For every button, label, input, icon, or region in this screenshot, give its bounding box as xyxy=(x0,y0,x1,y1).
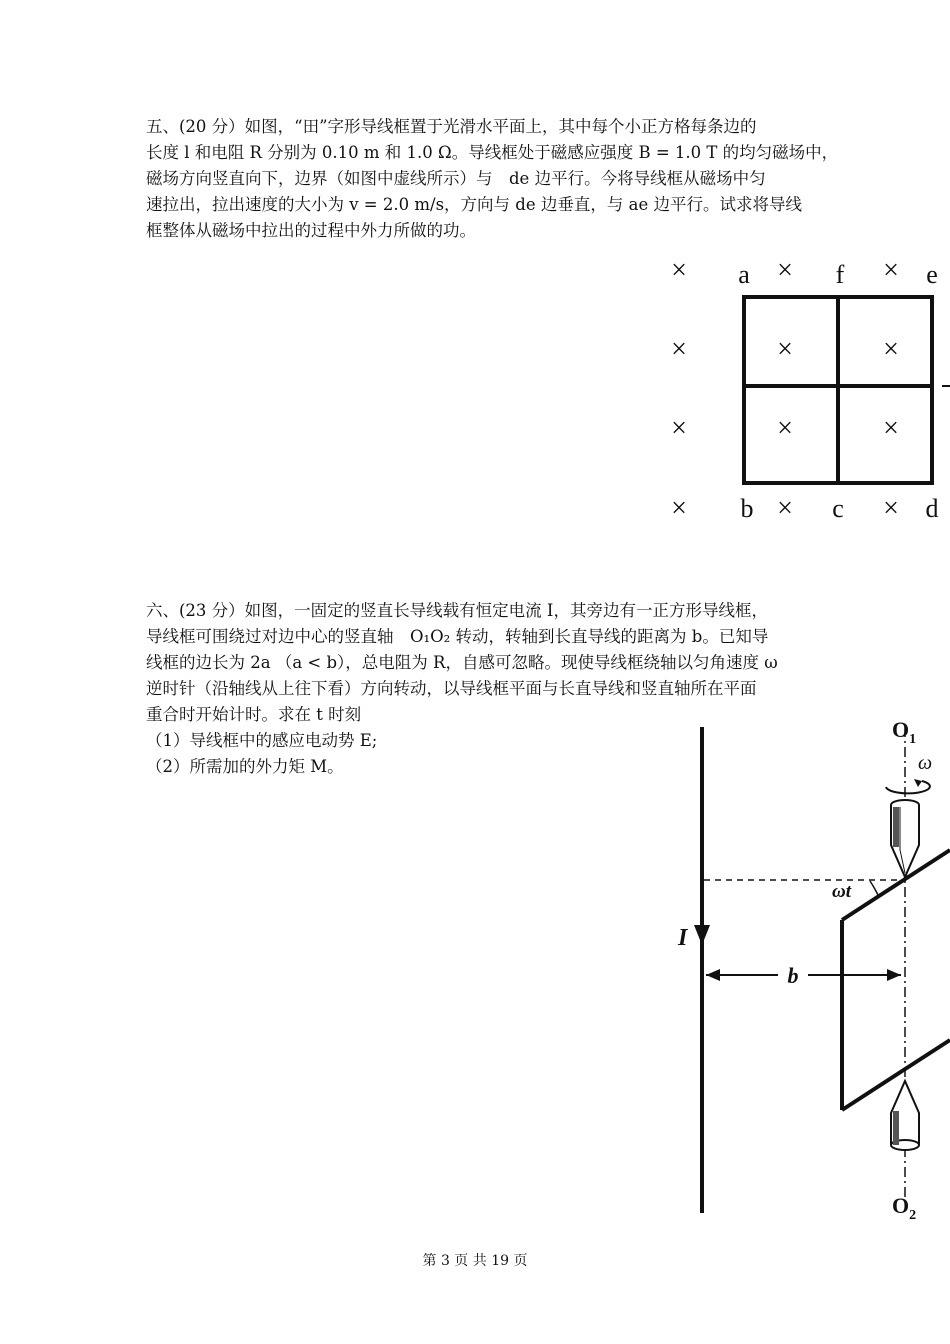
field-cross: × xyxy=(671,334,687,365)
problem-5-figure xyxy=(650,245,950,535)
axis-top-label: $O_1$ xyxy=(892,717,917,747)
problem-6-line: 重合时开始计时。求在 t 时刻 xyxy=(146,705,362,724)
field-cross: × xyxy=(883,413,899,444)
omega-label: ω xyxy=(918,752,933,774)
arrow-left-icon xyxy=(706,969,720,981)
problem-6-line: （2）所需加的外力矩 M。 xyxy=(146,757,344,776)
problem-5-line: 框整体从磁场中拉出的过程中外力所做的功。 xyxy=(146,221,476,240)
page-footer: 第 3 页 共 19 页 xyxy=(422,1253,528,1269)
problem-6-figure xyxy=(660,705,950,1225)
field-cross: × xyxy=(777,493,793,524)
square-frame xyxy=(842,850,950,1110)
rotation-arrowhead-icon xyxy=(914,779,922,787)
label-d: d xyxy=(925,494,939,523)
angle-label: ωt xyxy=(832,881,852,902)
angle-arc xyxy=(870,881,878,895)
field-cross: × xyxy=(883,334,899,365)
problem-5-line: 长度 l 和电阻 R 分别为 0.10 m 和 1.0 Ω。导线框处于磁感应强度 B = 1.0 T 的均匀磁场中， xyxy=(146,143,839,162)
problem-6-line: 六、(23 分）如图，一固定的竖直长导线载有恒定电流 I，其旁边有一正方形导线框， xyxy=(146,601,768,620)
wire-frame xyxy=(744,297,932,483)
field-cross: × xyxy=(883,493,899,524)
problem-5-line: 速拉出，拉出速度的大小为 v = 2.0 m/s，方向与 de 边垂直，与 ae 边平行。试求将导线 xyxy=(146,195,802,214)
problem-6-line: 线框的边长为 2a （a < b），总电阻为 R，自感可忽略。现使导线框绕轴以匀角速度 ω xyxy=(146,653,778,672)
problem-6-line: （1）导线框中的感应电动势 E; xyxy=(146,731,378,750)
field-cross: × xyxy=(671,255,687,286)
axis-bottom-label: $O_2$ xyxy=(892,1193,917,1223)
field-cross: × xyxy=(671,413,687,444)
current-label: I xyxy=(678,925,688,951)
label-e: e xyxy=(926,260,938,289)
label-b: b xyxy=(740,494,754,523)
current-arrow-icon xyxy=(694,925,710,945)
label-f: f xyxy=(835,260,845,289)
label-a: a xyxy=(738,260,750,289)
arrow-right-icon xyxy=(887,969,901,981)
field-cross: × xyxy=(777,255,793,286)
field-cross: × xyxy=(777,413,793,444)
field-cross: × xyxy=(777,334,793,365)
distance-label: b xyxy=(787,963,799,988)
problem-5-line: 磁场方向竖直向下，边界（如图中虚线所示）与 de 边平行。今将导线框从磁场中匀 xyxy=(146,169,766,188)
problem-6-line: 导线框可围绕过对边中心的竖直轴 O₁O₂ 转动，转轴到长直导线的距离为 b。已知导 xyxy=(146,627,769,646)
problem-6-line: 逆时针（沿轴线从上往下看）方向转动，以导线框平面与长直导线和竖直轴所在平面 xyxy=(146,679,757,698)
lower-bearing-icon xyxy=(891,1081,919,1150)
rotation-arrow-icon xyxy=(886,781,930,793)
label-c: c xyxy=(832,494,844,523)
problem-5-text xyxy=(146,114,851,244)
problem-5-line: 五、(20 分）如图，“田”字形导线框置于光滑水平面上，其中每个小正方格每条边的 xyxy=(146,117,757,136)
field-cross: × xyxy=(671,493,687,524)
upper-bearing-icon xyxy=(891,800,919,877)
field-cross: × xyxy=(883,255,899,286)
